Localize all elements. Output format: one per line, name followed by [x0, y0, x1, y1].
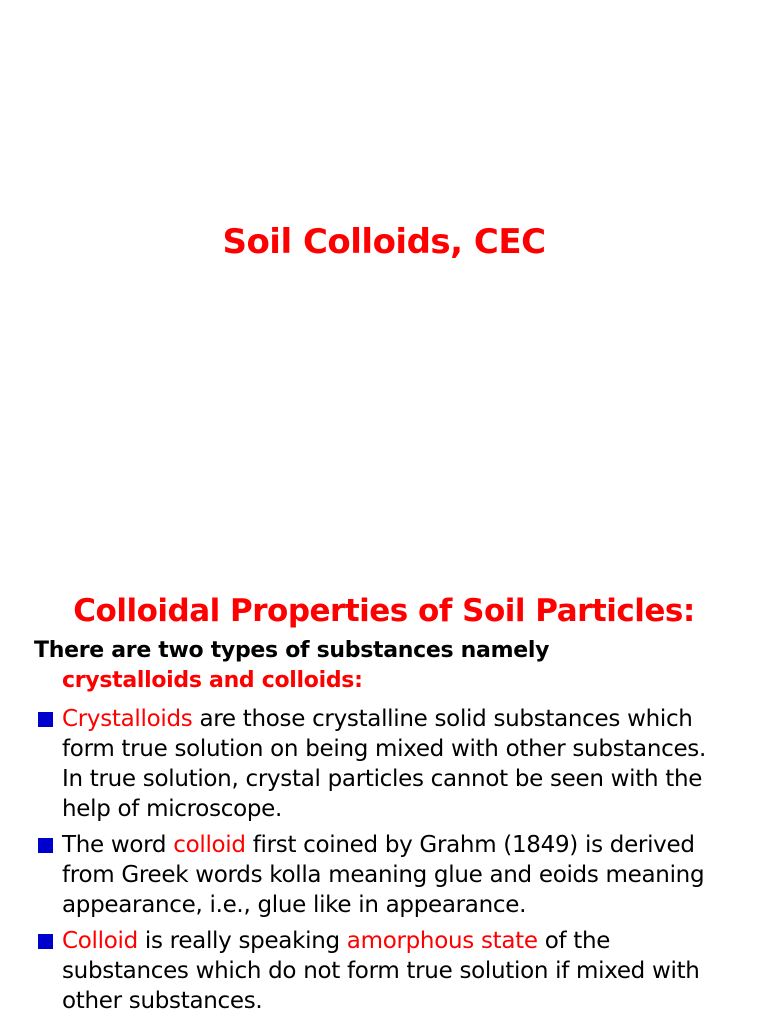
- bullet-item-crystalloids: [0, 704, 768, 824]
- bullet-text: first coined by Grahm (1849) is derived from Greek words kolla meaning glue and eoids meaning appearance, i.e., glue like in appearance.: [62, 832, 705, 918]
- bullet-term-colloid: Colloid: [62, 928, 138, 954]
- bullet-text: of the substances which do not form true solution if mixed with other substances.: [62, 928, 700, 1014]
- bullet-term-colloid: colloid: [173, 832, 246, 858]
- title-slide-heading: Soil Colloids, CEC: [222, 222, 546, 262]
- square-bullet-icon: [38, 712, 53, 727]
- intro-paragraph: [0, 636, 768, 696]
- section-heading: Colloidal Properties of Soil Particles:: [73, 593, 695, 629]
- square-bullet-icon: [38, 838, 53, 853]
- bullet-text: are those crystalline solid substances which form true solution on being mixed with other substances. In true solution, crystal particles cannot be seen with the help of microscope.: [62, 706, 707, 822]
- bullet-text: The word: [62, 832, 174, 858]
- bullet-text: is really speaking: [137, 928, 347, 954]
- square-bullet-icon: [38, 934, 53, 949]
- intro-text: There are two types of substances namely: [34, 638, 550, 663]
- bullet-item-colloid-state: [0, 926, 768, 1016]
- bullet-item-colloid-origin: [0, 830, 768, 920]
- content-slide: [0, 586, 768, 1022]
- bullet-term-crystalloids: Crystalloids: [62, 706, 193, 732]
- intro-highlight: crystalloids and colloids:: [62, 668, 363, 693]
- bullet-term-amorphous-state: amorphous state: [346, 928, 538, 954]
- bullet-list: [0, 704, 768, 1016]
